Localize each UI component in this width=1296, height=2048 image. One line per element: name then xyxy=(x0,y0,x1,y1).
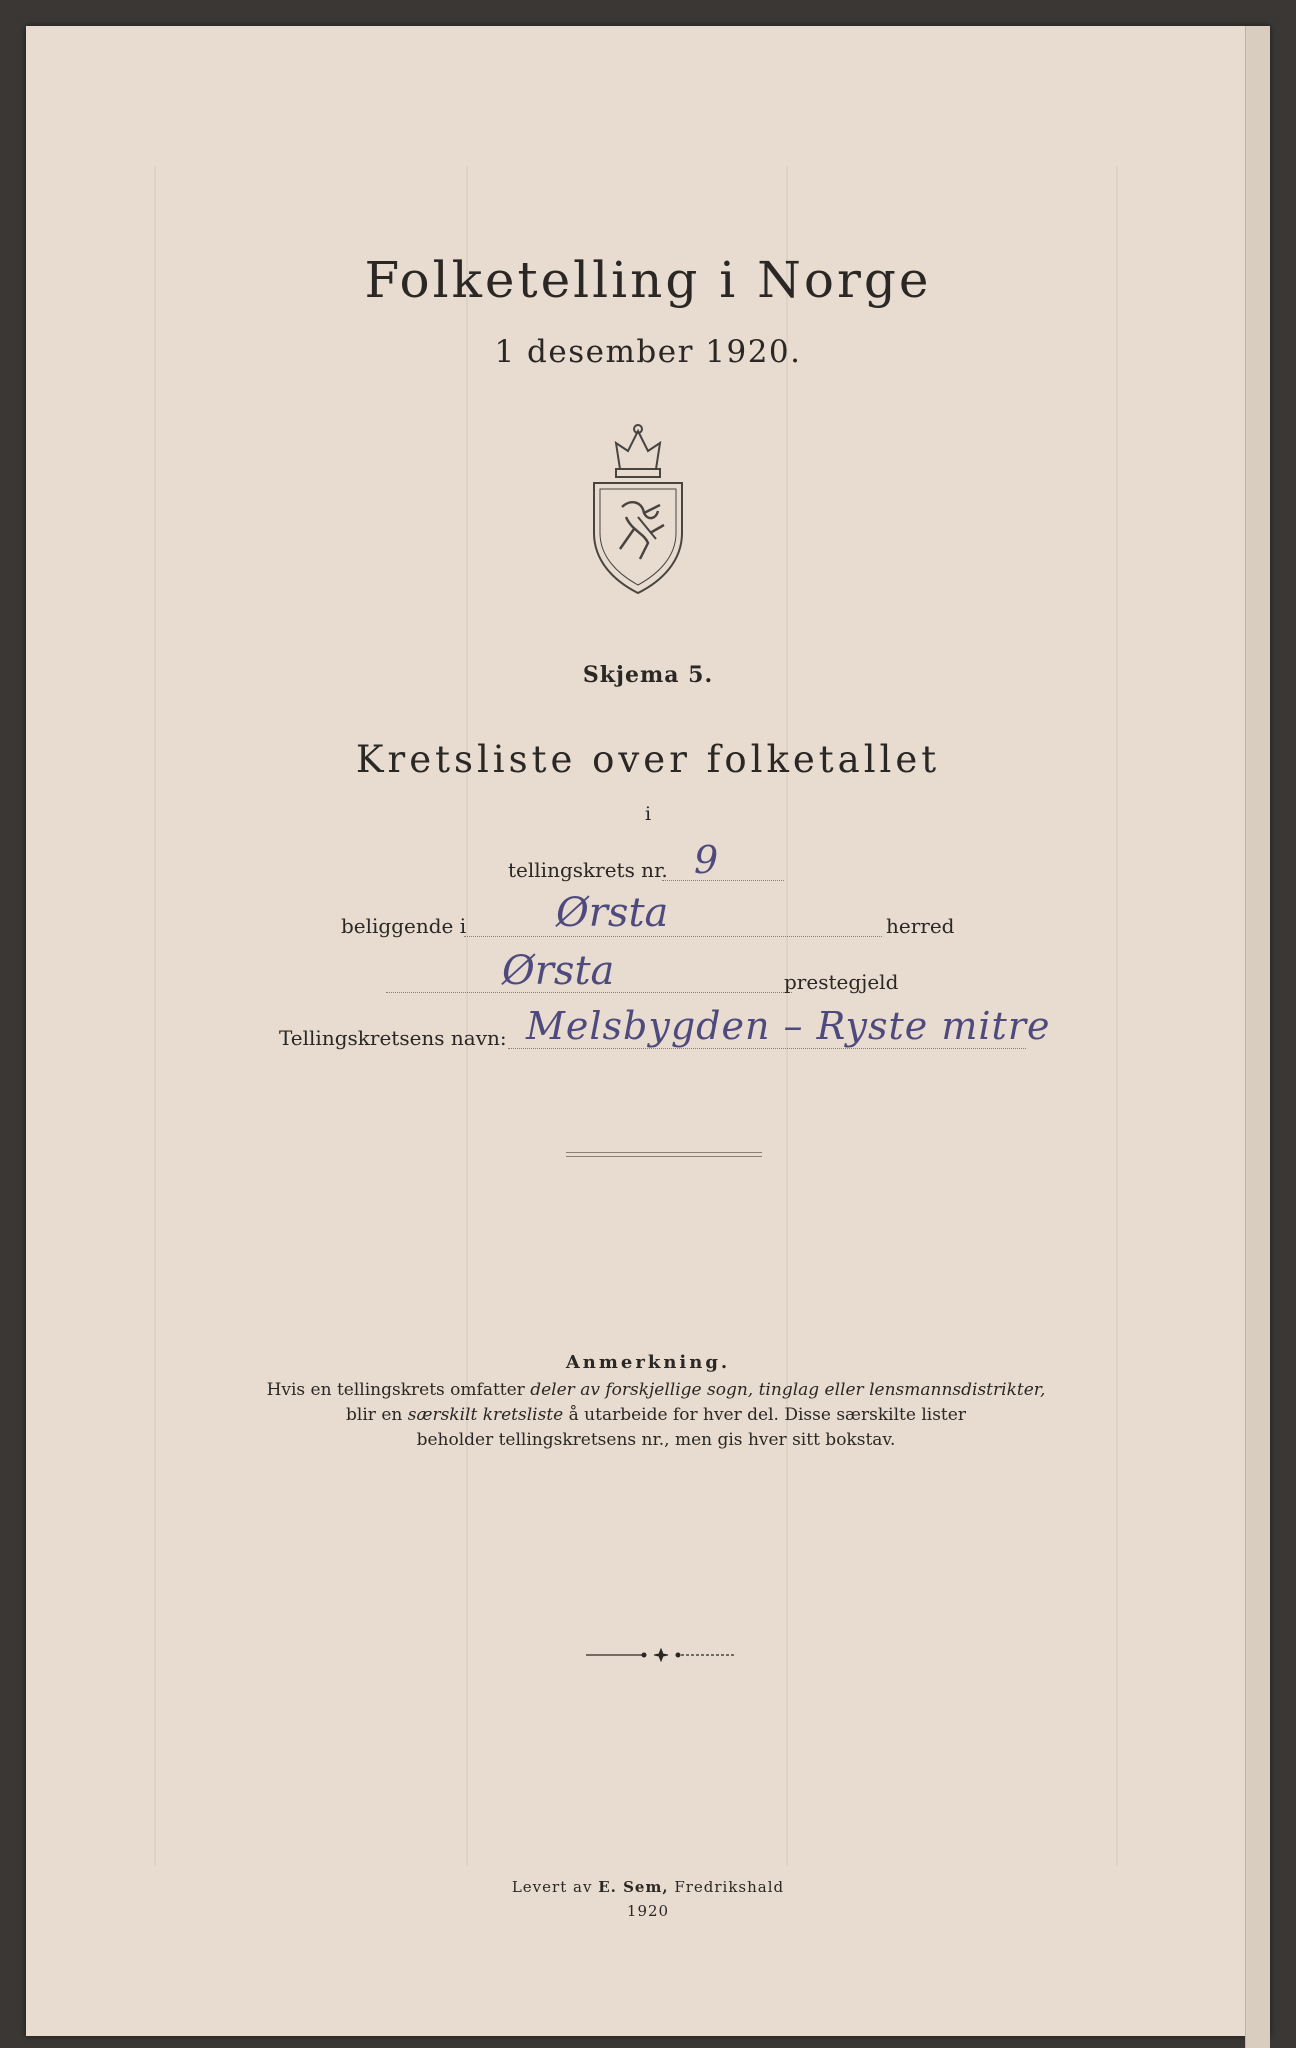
note-line-2: blir en særskilt kretsliste å utarbeide for hver del. Disse særskilte lister xyxy=(346,1405,966,1425)
form-heading: Kretsliste over folketallet xyxy=(355,738,941,781)
connector-text: i xyxy=(644,803,652,825)
page-edge xyxy=(1245,26,1270,2048)
note-line-1: Hvis en tellingskrets omfatter deler av forskjellige sogn, tinglag eller lensmannsdistrikter, xyxy=(266,1380,1046,1400)
note-text xyxy=(226,1378,1086,1453)
bleed-line xyxy=(154,166,156,1866)
note-line-3: beholder tellingskretsens nr., men gis hver sitt bokstav. xyxy=(416,1430,896,1450)
document-page xyxy=(26,26,1270,2036)
section-divider xyxy=(566,1152,762,1157)
navn-dotted-line xyxy=(508,1048,1026,1049)
herred-label: herred xyxy=(886,914,955,938)
norwegian-coat-of-arms-icon xyxy=(586,421,690,596)
bleed-line xyxy=(466,166,468,1866)
herred-dotted-line xyxy=(464,936,882,937)
schema-number: Skjema 5. xyxy=(582,662,714,688)
navn-label: Tellingskretsens navn: xyxy=(279,1026,507,1050)
herred-value: Ørsta xyxy=(556,890,669,936)
note-title: Anmerkning. xyxy=(565,1352,731,1373)
prestegjeld-value: Ørsta xyxy=(502,948,615,994)
bleed-line xyxy=(1116,166,1118,1866)
prestegjeld-label: prestegjeld xyxy=(784,970,899,994)
krets-label: tellingskrets nr. xyxy=(508,858,668,882)
beliggende-label: beliggende i xyxy=(341,914,467,938)
krets-value: 9 xyxy=(694,838,719,882)
printer-year: 1920 xyxy=(626,1902,670,1920)
census-date: 1 desember 1920. xyxy=(494,334,802,370)
ornament-divider-icon xyxy=(586,1648,736,1662)
navn-value: Melsbygden – Ryste mitre xyxy=(526,1004,1051,1048)
krets-dotted-line xyxy=(662,880,784,881)
printer-line: Levert av E. Sem, Fredrikshald xyxy=(511,1878,785,1896)
page-title: Folketelling i Norge xyxy=(364,251,932,309)
